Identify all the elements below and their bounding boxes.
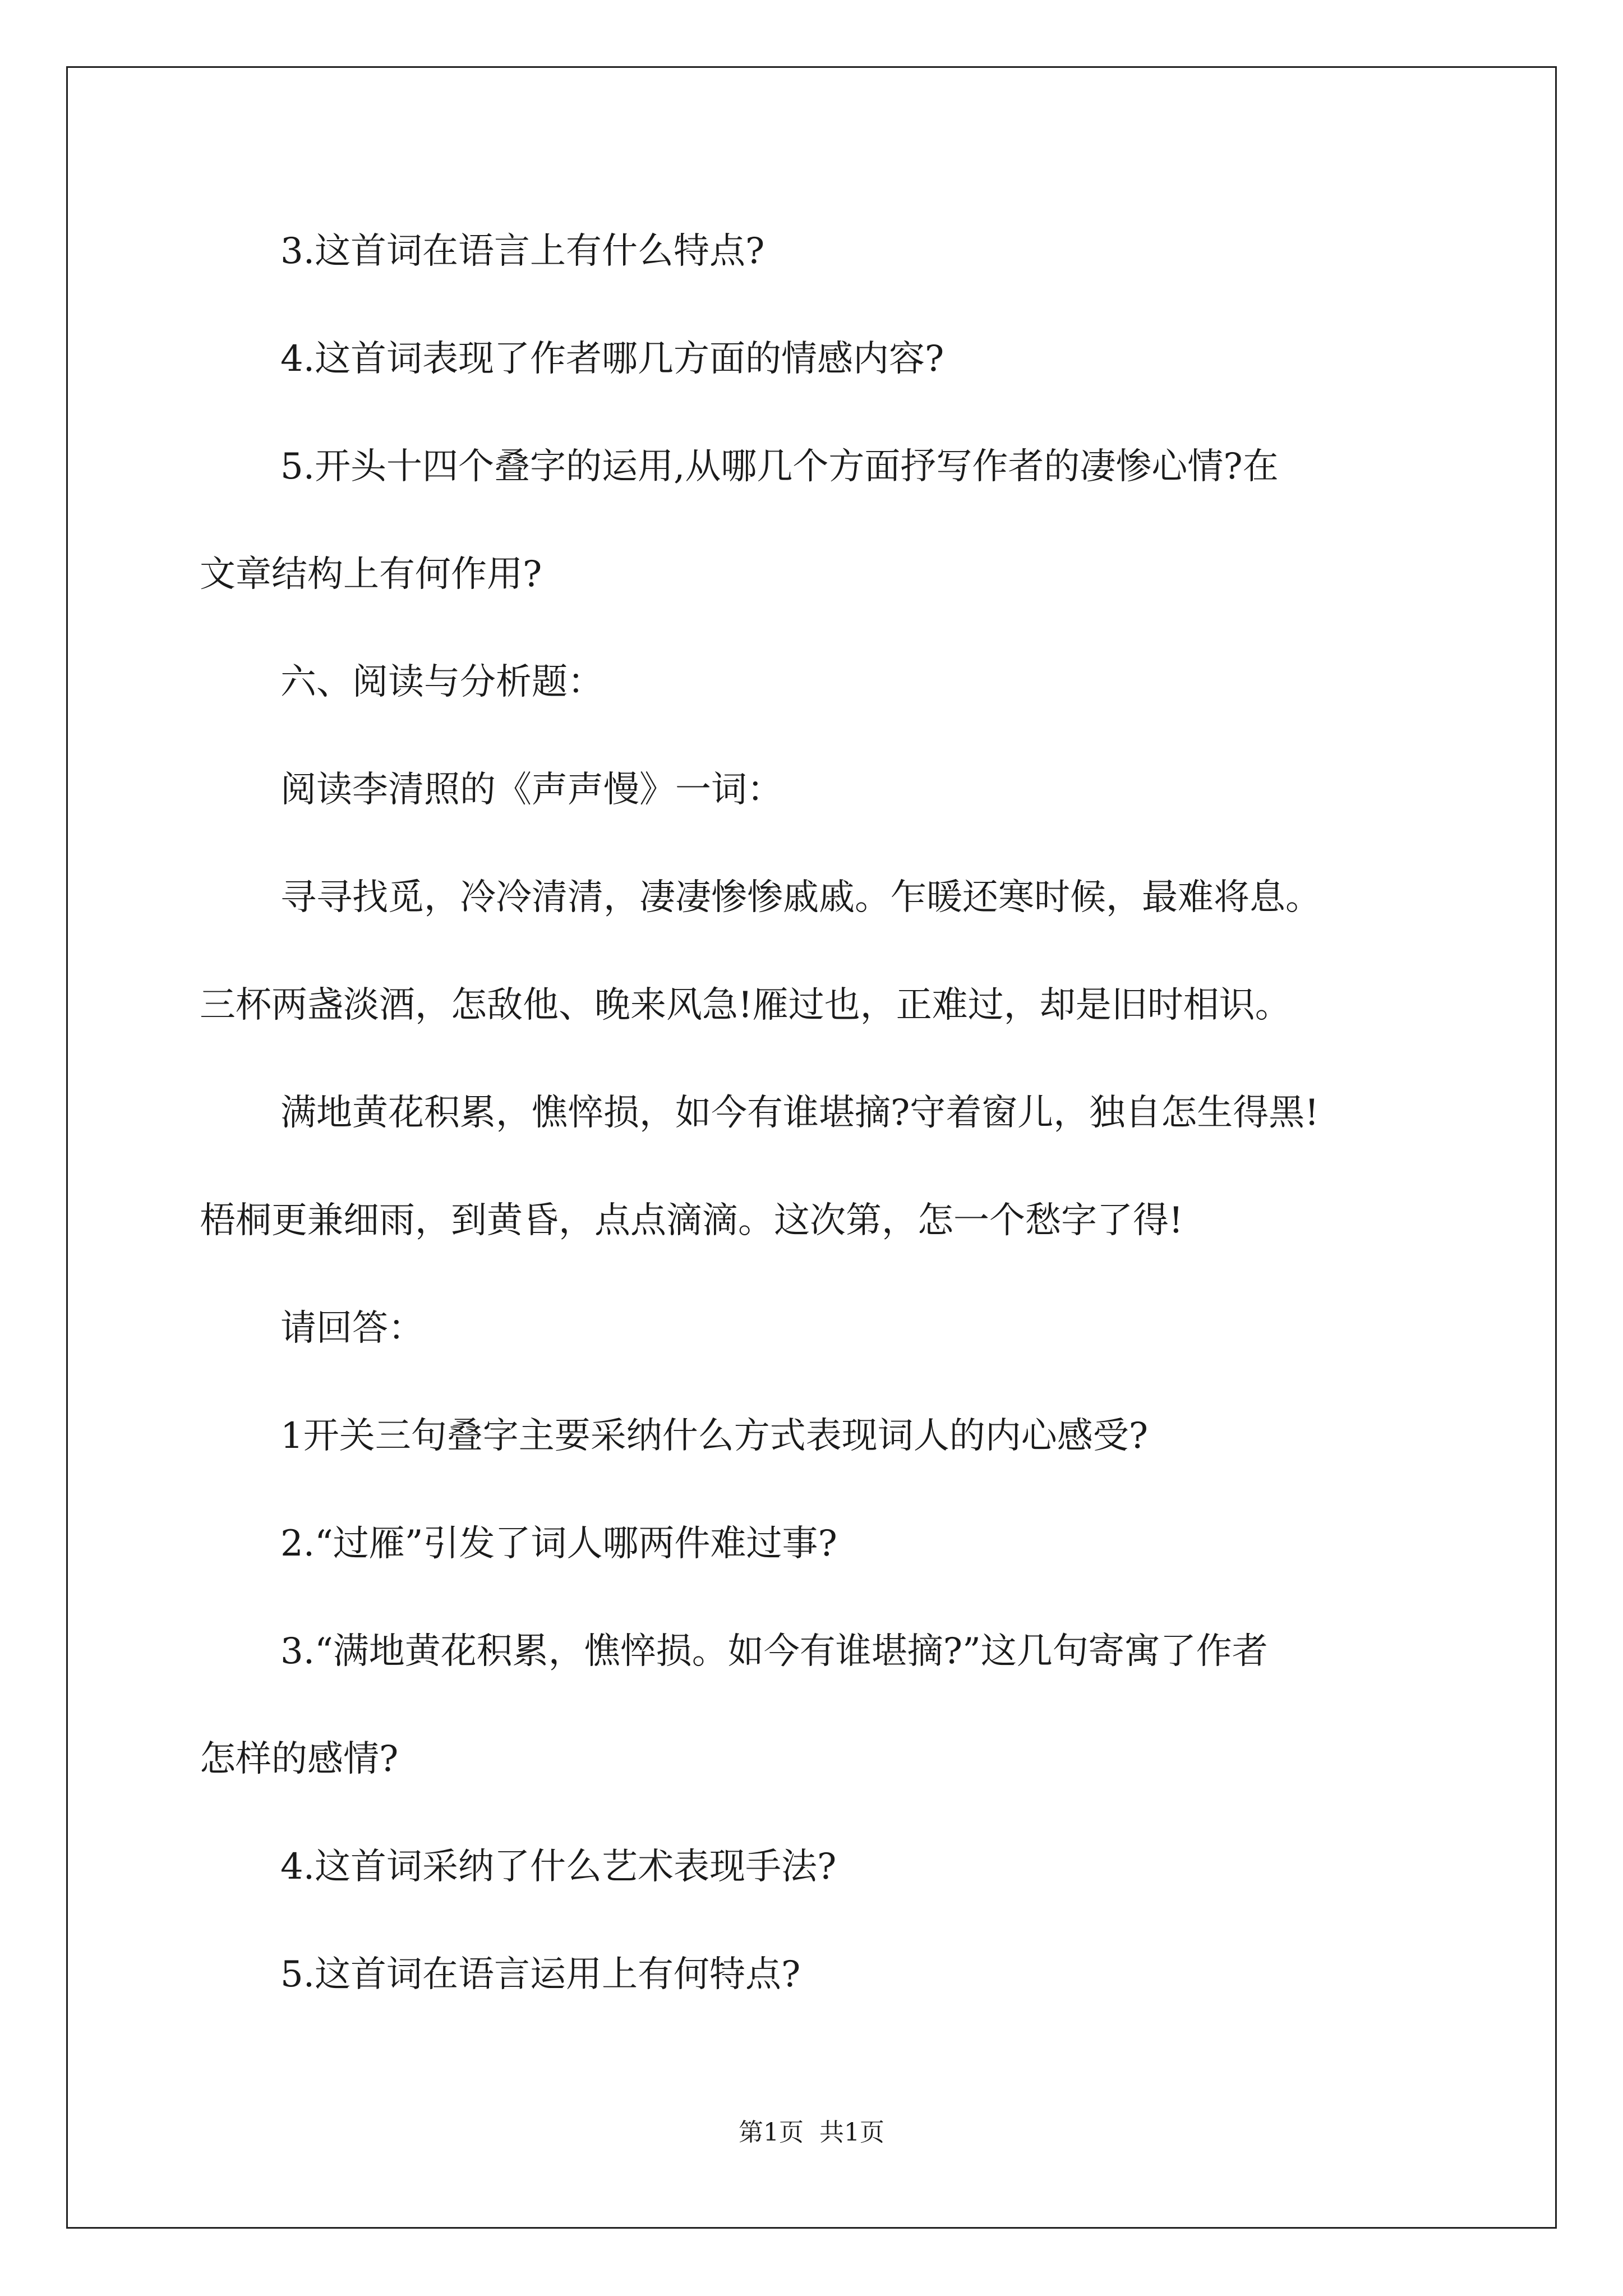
reading-question-1: 1开关三句叠字主要采纳什么方式表现词人的内心感受? xyxy=(280,1415,1149,1457)
answer-prompt: 请回答： xyxy=(280,1308,424,1349)
question-5-line-1: 5.开头十四个叠字的运用,从哪几个方面抒写作者的凄惨心情?在 xyxy=(280,446,1279,487)
section-6-heading: 六、阅读与分析题： xyxy=(280,661,603,703)
reading-question-3-line-1: 3.“满地黄花积累，憔悴损。如今有谁堪摘?”这几句寄寓了作者 xyxy=(280,1631,1268,1672)
poem-line-4: 梧桐更兼细雨，到黄昏，点点滴滴。这次第，怎一个愁字了得! xyxy=(200,1200,1183,1241)
reading-question-2: 2.“过雁”引发了词人哪两件难过事? xyxy=(280,1523,837,1565)
question-3-language: 3.这首词在语言上有什么特点? xyxy=(280,231,765,272)
poem-line-2: 三杯两盏淡酒，怎敌他、晚来风急!雁过也，正难过，却是旧时相识。 xyxy=(200,984,1291,1026)
reading-question-4: 4.这首词采纳了什么艺术表现手法? xyxy=(280,1846,837,1888)
poem-line-3: 满地黄花积累，憔悴损，如今有谁堪摘?守着窗儿，独自怎生得黑! xyxy=(280,1092,1320,1134)
reading-question-5: 5.这首词在语言运用上有何特点? xyxy=(280,1954,801,1995)
question-5-line-2: 文章结构上有何作用? xyxy=(200,554,542,595)
question-4-emotion: 4.这首词表现了作者哪几方面的情感内容? xyxy=(280,338,944,380)
page-border xyxy=(66,66,1557,2229)
poem-line-1: 寻寻找觅，冷冷清清，凄凄惨惨戚戚。乍暖还寒时候，最难将息。 xyxy=(280,877,1321,918)
page-number-footer: 第1页 共1页 xyxy=(739,2118,884,2147)
reading-intro: 阅读李清照的《声声慢》一词： xyxy=(280,769,783,811)
reading-question-3-line-2: 怎样的感情? xyxy=(200,1738,399,1780)
